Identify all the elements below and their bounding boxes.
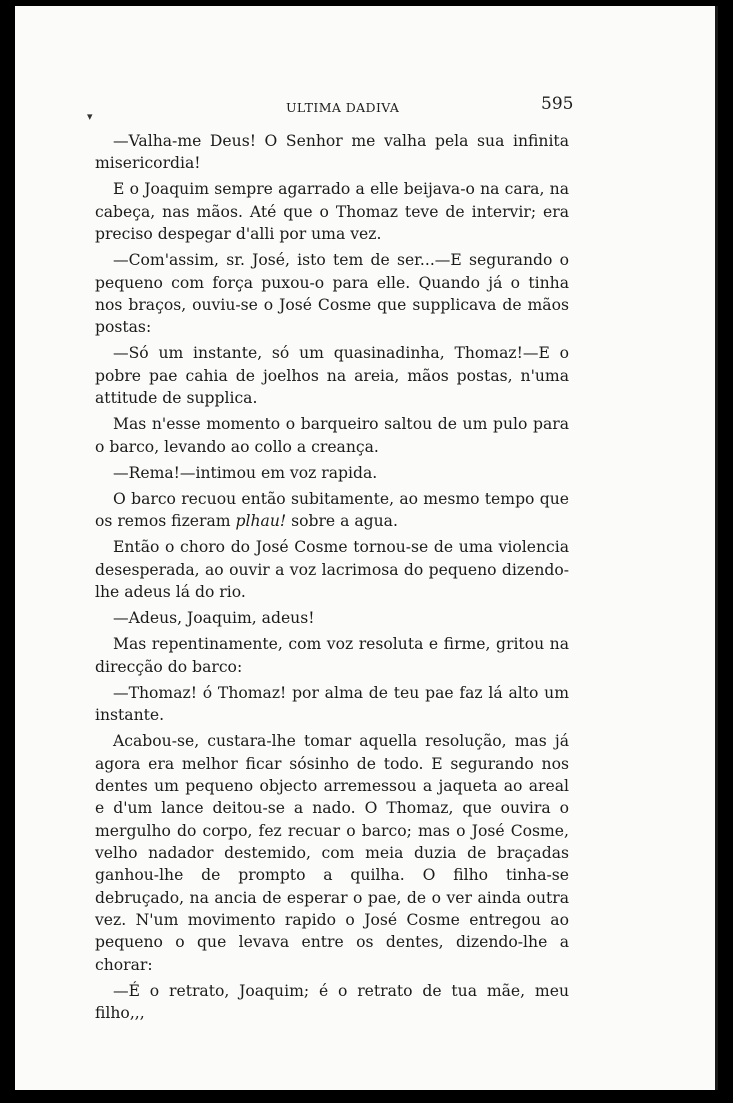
page-number: 595 — [541, 94, 574, 114]
paragraph: —Adeus, Joaquim, adeus! — [113, 609, 315, 628]
paragraph — [95, 488, 569, 533]
margin-mark-icon: ▾ — [87, 110, 93, 123]
paragraph-text: O barco recuou então subitamente, ao mesmo tempo que os remos fizeram — [95, 489, 569, 531]
body-text — [95, 130, 569, 1025]
paragraph: —Com'assim, sr. José, isto tem de ser...—E segurando o pequeno com força puxou-o para elle. Quando já o tinha nos braços, ouviu-se o José Cosme que supplicava de mãos postas: — [95, 251, 569, 337]
paragraph: Então o choro do José Cosme tornou-se de uma violencia desesperada, ao ouvir a voz lacrimosa do pequeno dizendo-lhe adeus lá do rio. — [95, 538, 569, 602]
paragraph: Acabou-se, custara-lhe tomar aquella resolução, mas já agora era melhor ficar sósinho de todo. E segurando nos dentes um pequeno objecto arremessou a jaqueta ao areal e d'um lance deitou-se a nado. O Thomaz, que ouvira o mergulho do corpo, fez recuar o barco; mas o José Cosme, velho nadador destemido, com meia duzia de braçadas ganhou-lhe de prompto a quilha. O filho tinha-se debruçado, na ancia de esperar o pae, de o ver ainda outra vez. N'um movimento rapido o José Cosme entregou ao pequeno o que levava entre os dentes, dizendo-lhe a chorar: — [95, 732, 569, 974]
paragraph: Mas repentinamente, com voz resoluta e firme, gritou na direcção do barco: — [95, 635, 569, 676]
paragraph: —É o retrato, Joaquim; é o retrato de tua mãe, meu filho,,, — [95, 981, 569, 1023]
paragraph: Mas n'esse momento o barqueiro saltou de um pulo para o barco, levando ao collo a creança. — [95, 415, 569, 456]
paragraph: —Só um instante, só um quasinadinha, Thomaz!—E o pobre pae cahia de joelhos na areia, mãos postas, n'uma attitude de supplica. — [95, 344, 569, 408]
paragraph: E o Joaquim sempre agarrado a elle beijava-o na cara, na cabeça, nas mãos. Até que o Thomaz teve de intervir; era preciso despegar d'alli por uma vez. — [95, 180, 569, 244]
italic-onomatopoeia: plhau! — [235, 512, 287, 531]
paragraph: —Valha-me Deus! O Senhor me valha pela sua infinita misericordia! — [95, 132, 569, 173]
paragraph: —Rema!—intimou em voz rapida. — [113, 463, 378, 482]
paragraph-text: sobre a agua. — [286, 512, 398, 531]
book-page — [15, 6, 718, 1090]
running-head — [15, 96, 718, 120]
running-title: ULTIMA DADIVA — [286, 100, 400, 115]
paragraph: —Thomaz! ó Thomaz! por alma de teu pae faz lá alto um instante. — [95, 683, 569, 725]
